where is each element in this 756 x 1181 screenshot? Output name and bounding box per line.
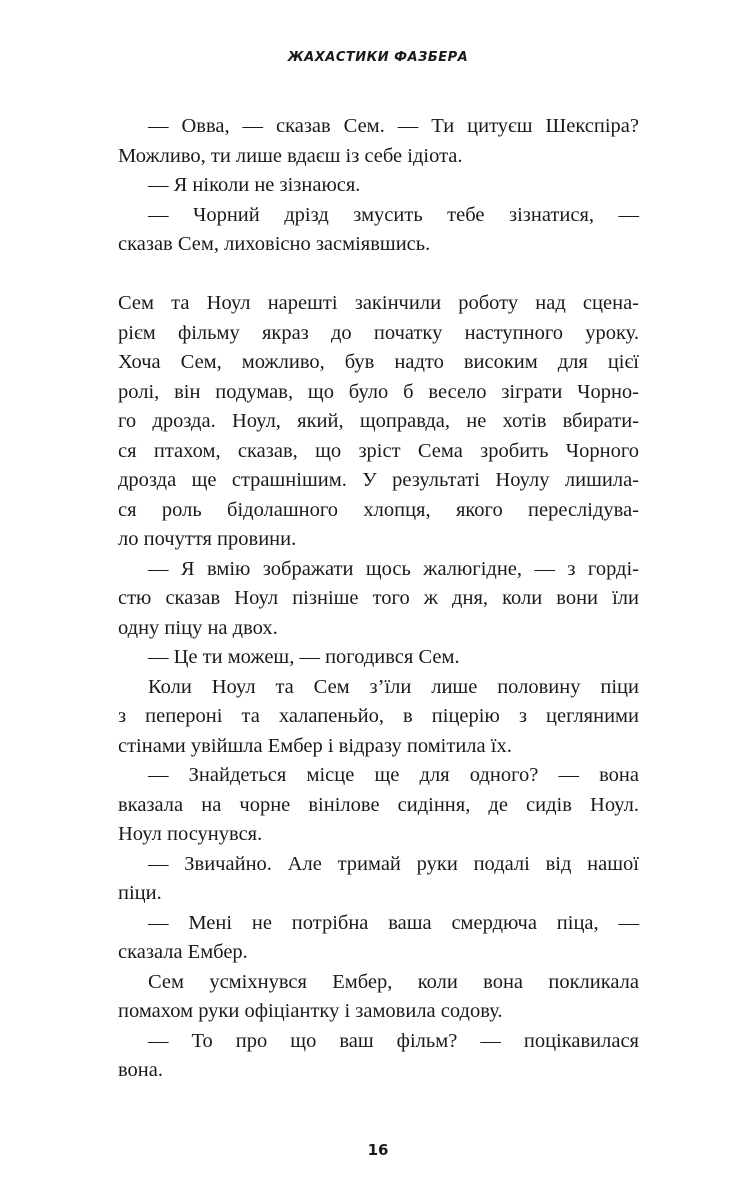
page-number: 16 (367, 1141, 389, 1159)
text-line: вказала на чорне вінілове сидіння, де сидів Ноул. (118, 793, 639, 816)
text-line: — Мені не потрібна ваша смердюча піца, — (148, 911, 639, 934)
text-block (118, 112, 639, 1086)
text-line: сказала Ембер. (118, 941, 248, 963)
text-line: Ноул посунувся. (118, 823, 263, 845)
text-line: Коли Ноул та Сем з’їли лише половину піци (148, 675, 639, 698)
text-line: Можливо, ти лише вдаєш із себе ідіота. (118, 144, 463, 167)
running-head: ЖАХАСТИКИ ФАЗБЕРА (287, 50, 469, 65)
text-line: піци. (118, 882, 162, 904)
text-line: — То про що ваш фільм? — поцікавилася (148, 1029, 639, 1052)
text-line: дрозда ще страшнішим. У результаті Ноулу лишила- (118, 469, 639, 491)
text-line: ся роль бідолашного хлопця, якого переслідува- (118, 498, 639, 521)
text-line: го дрозда. Ноул, який, щоправда, не хотів вбирати- (118, 410, 639, 432)
text-line: — Знайдеться місце ще для одного? — вона (148, 764, 639, 786)
text-line: сказав Сем, лиховісно засміявшись. (118, 233, 431, 255)
text-line: стю сказав Ноул пізніше того ж дня, коли вони їли (118, 587, 639, 609)
text-line: одну піцу на двох. (118, 616, 278, 639)
text-line: з пепероні та халапеньйо, в піцерію з цегляними (118, 705, 639, 727)
text-line: ло почуття провини. (118, 528, 297, 550)
text-line: Хоча Сем, можливо, був надто високим для цієї (118, 351, 639, 373)
text-line: — Овва, — сказав Сем. — Ти цитуєш Шекспіра? (148, 115, 639, 137)
text-line: — Звичайно. Але тримай руки подалі від нашої (148, 852, 639, 875)
text-line: стінами увійшла Ембер і відразу помітила їх. (118, 734, 512, 757)
text-line: — Я ніколи не зізнаюся. (148, 174, 361, 196)
text-line: ся птахом, сказав, що зріст Сема зробить Чорного (118, 439, 639, 462)
text-line: Сем та Ноул нарешті закінчили роботу над сцена- (118, 292, 639, 314)
text-line: Сем усміхнувся Ембер, коли вона покликала (148, 970, 639, 993)
text-line: — Я вмію зображати щось жалюгідне, — з горді- (148, 557, 639, 580)
text-line: — Це ти можеш, — погодився Сем. (148, 646, 460, 668)
text-line: вона. (118, 1059, 163, 1081)
text-line: ролі, він подумав, що було б весело зіграти Чорно- (118, 380, 639, 403)
text-line: — Чорний дрізд змусить тебе зізнатися, — (148, 203, 639, 226)
text-line: помахом руки офіціантку і замовила содову. (118, 1000, 503, 1022)
text-line: рієм фільму якраз до початку наступного уроку. (118, 321, 639, 344)
